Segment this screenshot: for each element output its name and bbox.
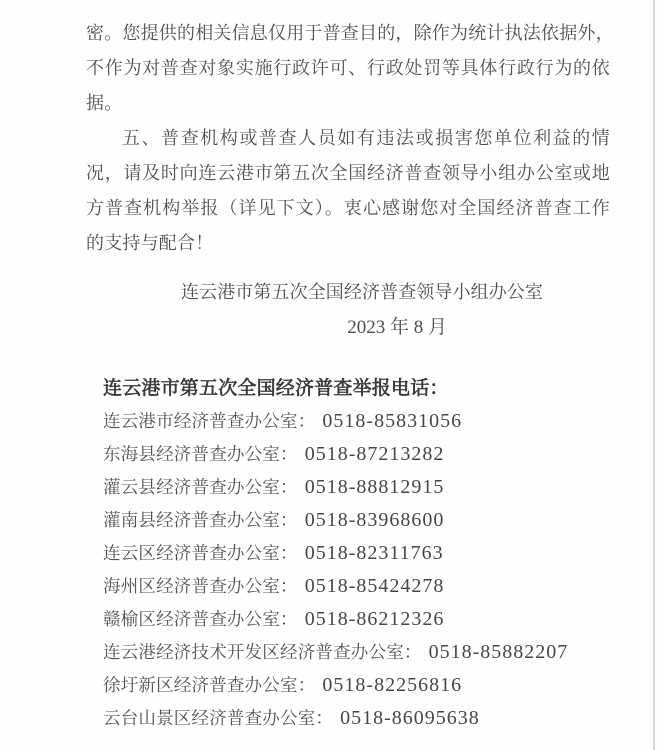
hotline-office-label: 灌南县经济普查办公室： <box>103 510 298 530</box>
paragraph-line: 据。 <box>86 93 123 113</box>
hotline-office-label: 赣榆区经济普查办公室： <box>103 609 298 629</box>
paragraph-line: 五、普查机构或普查人员如有违法或损害您单位利益的情 <box>122 128 610 148</box>
hotline-phone-number: 0518-82256816 <box>322 674 463 696</box>
hotline-office-label: 徐圩新区经济普查办公室： <box>103 675 316 695</box>
issuing-office-signature: 连云港市第五次全国经济普查领导小组办公室 <box>181 282 543 302</box>
hotline-row <box>103 636 610 669</box>
hotline-phone-number: 0518-87213282 <box>304 443 445 465</box>
hotline-section <box>103 372 610 735</box>
paragraph-line: 的支持与配合！ <box>86 233 214 253</box>
hotline-phone-number: 0518-85882207 <box>428 641 569 663</box>
hotline-row <box>103 504 610 537</box>
paragraph-line: 不作为对普查对象实施行政许可、行政处罚等具体行政行为的依 <box>86 58 610 78</box>
hotline-phone-number: 0518-85831056 <box>322 410 463 432</box>
hotline-phone-number: 0518-82311763 <box>304 542 444 564</box>
hotline-phone-number: 0518-86212326 <box>304 608 445 630</box>
document-date: 2023 年 8 月 <box>347 317 447 338</box>
hotline-office-label: 连云港市经济普查办公室： <box>103 411 316 431</box>
hotline-section-title: 连云港市第五次全国经济普查举报电话： <box>103 378 449 399</box>
hotline-phone-number: 0518-86095638 <box>340 707 480 729</box>
paragraph-line: 密。您提供的相关信息仅用于普查目的，除作为统计执法依据外， <box>86 23 614 43</box>
hotline-phone-number: 0518-85424278 <box>304 575 445 597</box>
hotline-office-label: 海州区经济普查办公室： <box>103 576 298 596</box>
hotline-row <box>103 603 610 636</box>
signature-block <box>86 275 610 345</box>
paragraph-confidentiality <box>86 16 614 121</box>
hotline-office-label: 连云区经济普查办公室： <box>103 543 298 563</box>
paragraph-report-violations <box>86 121 610 261</box>
hotline-row <box>103 405 610 438</box>
hotline-office-label: 灌云县经济普查办公室： <box>103 477 298 497</box>
paragraph-line: 方普查机构举报（详见下文）。衷心感谢您对全国经济普查工作 <box>86 198 610 218</box>
paragraph-line: 况，请及时向连云港市第五次全国经济普查领导小组办公室或地 <box>86 163 610 183</box>
hotline-row <box>103 570 610 603</box>
hotline-row <box>103 471 610 504</box>
hotline-office-label: 云台山景区经济普查办公室： <box>103 708 334 728</box>
hotline-row <box>103 669 610 702</box>
hotline-row <box>103 537 610 570</box>
hotline-office-label: 东海县经济普查办公室： <box>103 444 298 464</box>
hotline-row <box>103 702 610 735</box>
hotline-row <box>103 438 610 471</box>
hotline-phone-number: 0518-88812915 <box>304 476 445 498</box>
hotline-office-label: 连云港经济技术开发区经济普查办公室： <box>103 642 422 662</box>
hotline-phone-number: 0518-83968600 <box>304 509 445 531</box>
